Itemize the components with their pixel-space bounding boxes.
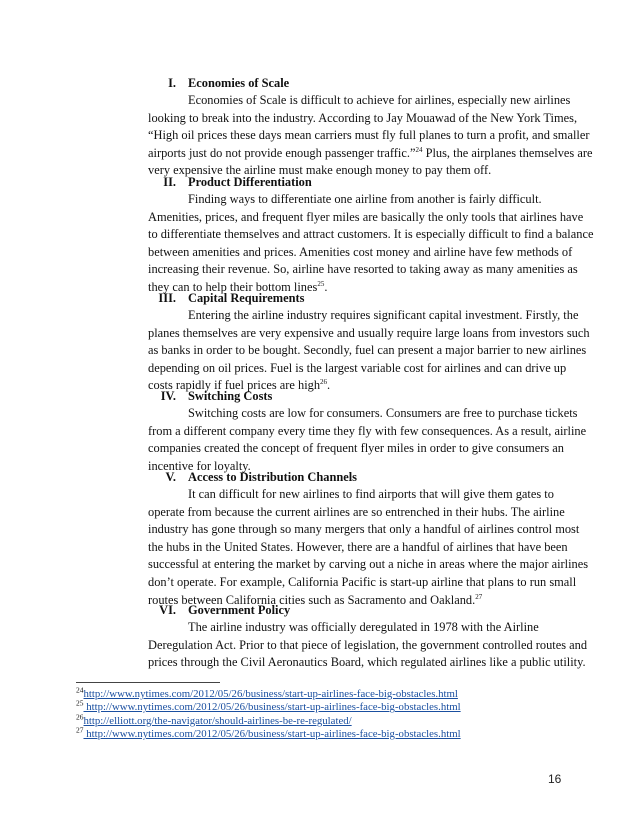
body-line: planes themselves are very expensive and usually require large loans from investors such <box>148 325 590 340</box>
body-text: routes between California cities such as Sacramento and Oakland. <box>148 592 476 607</box>
footnote-reference[interactable]: 27 <box>475 592 483 601</box>
body-line: operate from because the current airlines are so entrenched in their hubs. The airline <box>148 504 565 519</box>
body-text: Plus, the airplanes themselves are <box>422 145 593 160</box>
section-heading <box>148 75 568 92</box>
section-title: Product Differentiation <box>188 175 312 189</box>
section-heading <box>148 469 568 486</box>
section-title: Access to Distribution Channels <box>188 470 358 484</box>
section-capital-requirements <box>148 290 590 395</box>
body-line: successful at entering the market by carving out a niche in areas where the major airlines <box>148 557 589 572</box>
section-heading <box>148 290 568 307</box>
body-line: looking to break into the industry. According to Jay Mouawad of the New York Times, <box>148 110 578 125</box>
section-numeral: III. <box>158 291 176 305</box>
section-title: Government Policy <box>188 603 291 617</box>
page-number: 16 <box>548 772 562 786</box>
section-switching-costs <box>148 388 587 475</box>
footnote-item <box>76 712 576 728</box>
section-title: Capital Requirements <box>188 291 305 305</box>
footnote-number: 27 <box>76 725 84 735</box>
section-heading <box>148 602 568 619</box>
body-line: between amenities and prices. Amenities cost money and airline have few methods of <box>148 244 573 259</box>
body-line: incentive for loyalty. <box>148 458 251 473</box>
footnote-link[interactable]: http://www.nytimes.com/2012/05/26/business/start-up-airlines-face-big-obstacles.html <box>83 728 461 741</box>
body-line: Finding ways to differentiate one airline from another is fairly difficult. <box>188 192 542 206</box>
footnote-reference[interactable]: 25 <box>317 279 325 288</box>
section-product-differentiation <box>148 174 594 297</box>
body-line: the hubs in the United States. However, there are a handful of airlines that have been <box>148 539 568 554</box>
section-numeral: II. <box>163 175 176 189</box>
body-text: . <box>327 378 331 393</box>
body-line: very expensive the airline must make enough money to pay them off. <box>148 163 492 178</box>
body-line: Economies of Scale is difficult to achieve for airlines, especially new airlines <box>188 93 571 107</box>
section-title: Switching Costs <box>188 389 273 403</box>
footnote-link[interactable]: http://elliott.org/the-navigator/should-airlines-be-re-regulated/ <box>83 714 352 727</box>
body-line: Amenities, prices, and frequent flyer miles are basically the only tools that airlines have <box>148 209 584 224</box>
footnote-reference[interactable]: 24 <box>415 145 423 154</box>
body-line: depending on oil prices. Fuel is the largest variable cost for airlines and can drive up <box>148 360 567 375</box>
body-text: they can to help their bottom lines <box>148 279 318 294</box>
body-text: costs rapidly if fuel prices are high <box>148 378 321 393</box>
body-line <box>148 145 593 163</box>
footnote-number: 24 <box>76 685 84 695</box>
footnote-number: 26 <box>76 712 84 722</box>
body-line: companies created the concept of frequent flyer miles in order to give consumers an <box>148 441 564 456</box>
section-heading <box>148 388 568 405</box>
section-government-policy <box>148 602 588 672</box>
section-numeral: V. <box>165 470 176 484</box>
footnote-item <box>76 698 576 714</box>
section-title: Economies of Scale <box>188 76 290 90</box>
body-line: Deregulation Act. Prior to that piece of legislation, the government controlled routes and <box>148 637 588 652</box>
section-economies-of-scale <box>148 75 593 180</box>
body-line: The airline industry was officially deregulated in 1978 with the Airline <box>188 620 539 634</box>
footnote-divider <box>76 682 220 683</box>
section-access-to-distribution-channels <box>148 469 589 609</box>
footnote-number: 25 <box>76 698 84 708</box>
footnote-item <box>76 725 576 741</box>
section-heading <box>148 174 568 191</box>
body-line: as banks in order to be bought. Secondly, fuel can present a major barrier to new airlines <box>148 343 587 358</box>
body-line: prices through the Civil Aeronautics Board, which regulated airlines like a public utility. <box>148 655 586 670</box>
body-line: from a different company every time they fly with few consequences. As a result, airline <box>148 423 587 438</box>
body-line: to differentiate themselves and attract customers. It is especially difficult to find a balance <box>148 227 594 242</box>
footnote-reference[interactable]: 26 <box>320 378 328 387</box>
body-text: . <box>324 279 328 294</box>
footnote-item <box>76 685 576 701</box>
body-line: It can difficult for new airlines to find airports that will give them gates to <box>188 487 554 501</box>
body-line: Switching costs are low for consumers. Consumers are free to purchase tickets <box>188 406 578 420</box>
section-numeral: I. <box>168 76 176 90</box>
body-line: Entering the airline industry requires significant capital investment. Firstly, the <box>188 308 579 322</box>
footnote-link[interactable]: http://www.nytimes.com/2012/05/26/business/start-up-airlines-face-big-obstacles.html <box>83 688 458 700</box>
section-numeral: VI. <box>159 603 176 617</box>
body-line: don’t operate. For example, California Pacific is start-up airline that plans to run small <box>148 574 577 589</box>
section-numeral: IV. <box>160 389 176 403</box>
footnote-link[interactable]: http://www.nytimes.com/2012/05/26/business/start-up-airlines-face-big-obstacles.html <box>83 701 461 714</box>
footnotes <box>76 685 576 742</box>
body-line: increasing their revenue. So, airline have resorted to taking away as many amenities as <box>148 262 578 277</box>
body-text: airports just do not provide enough passenger traffic.” <box>148 145 416 160</box>
body-line: industry has gone through so many mergers that only a handful of airlines control most <box>148 522 580 537</box>
body-line: “High oil prices these days mean carriers must fly full planes to turn a profit, and smaller <box>148 128 590 143</box>
